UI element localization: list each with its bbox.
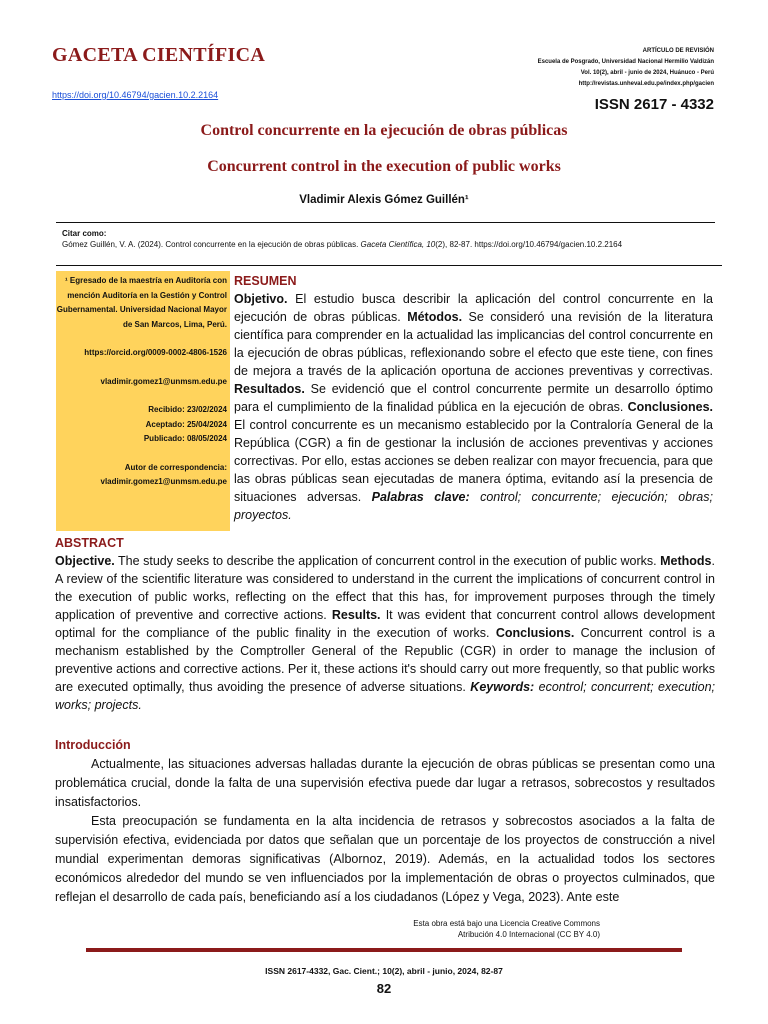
affiliation: ¹ Egresado de la maestría en Auditoría con mención Auditoría en la Gestión y Control Gubernamental. Universidad Nacional Mayor de San Marcos, Lima, Perú. bbox=[56, 276, 227, 329]
license-line-2: Atribución 4.0 Internacional (CC BY 4.0) bbox=[457, 930, 600, 939]
title-spanish: Control concurrente en la ejecución de obras públicas bbox=[200, 122, 568, 139]
corresponding-email[interactable]: vladimir.gomez1@unmsm.edu.pe bbox=[100, 477, 227, 486]
article-meta bbox=[538, 46, 714, 90]
corresponding-label: Autor de correspondencia: bbox=[124, 462, 227, 472]
author-email[interactable]: vladimir.gomez1@unmsm.edu.pe bbox=[100, 376, 227, 386]
introduction-heading: Introducción bbox=[55, 738, 131, 752]
resumen-heading: RESUMEN bbox=[234, 274, 297, 288]
abstract-heading: ABSTRACT bbox=[55, 536, 124, 550]
resumen-section bbox=[234, 272, 713, 524]
volume-info: Vol. 10(2), abril - junio de 2024, Huánuco - Perú bbox=[580, 70, 714, 76]
license-notice bbox=[360, 918, 600, 940]
intro-paragraph-2: Esta preocupación se fundamenta en la alta incidencia de retrasos y sobrecostos asociados a la falta de supervisión efectiva, evidenciada por datos que señalan que un porcentaje de los proyectos de construcción a nivel mundial experimentan demoras significativas (Albornoz, 2019). Además, en la actualidad todos los sectores económicos alrededor del mundo se ven influenciados por la implementación de obras o proyectos culminados, que reflejan el desarrollo de cada país, beneficiando así a los ciudadanos (López y Vega, 2023). Ante este bbox=[55, 814, 715, 904]
journal-name: GACETA CIENTÍFICA bbox=[52, 44, 266, 66]
intro-paragraph-1: Actualmente, las situaciones adversas halladas durante la ejecución de obras públicas se presentan como una problemática crucial, donde la falta de una supervisión efectiva puede dar lugar a retrasos, sobrecostos y resultados insatisfactorios. bbox=[55, 757, 715, 809]
orcid-link[interactable]: https://orcid.org/0009-0002-4806-1526 bbox=[84, 348, 227, 357]
author-name: Vladimir Alexis Gómez Guillén¹ bbox=[299, 194, 469, 206]
footer-bar bbox=[86, 948, 682, 952]
introduction-section bbox=[55, 736, 715, 907]
institution: Escuela de Posgrado, Universidad Nacional Hermilio Valdizán bbox=[537, 59, 714, 65]
doi-link[interactable]: https://doi.org/10.46794/gacien.10.2.2164 bbox=[52, 90, 219, 100]
abstract-section bbox=[55, 534, 715, 714]
issn: ISSN 2617 - 4332 bbox=[594, 96, 714, 113]
divider-top bbox=[56, 222, 715, 223]
author-info-sidebar bbox=[56, 271, 230, 531]
footer-issn: ISSN 2617-4332, Gac. Cient.; 10(2), abril - junio, 2024, 82-87 bbox=[265, 966, 503, 976]
citation-box bbox=[62, 228, 722, 250]
citation-text: Gómez Guillén, V. A. (2024). Control concurrente en la ejecución de obras públicas. Gaceta Científica, 10(2), 82-87. https://doi.org/10.46794/gacien.10.2.2164 bbox=[62, 240, 623, 249]
article-type: ARTÍCULO DE REVISIÓN bbox=[642, 48, 714, 54]
license-line-1: Esta obra está bajo una Licencia Creative Commons bbox=[413, 919, 600, 928]
journal-website[interactable]: http://revistas.unheval.edu.pe/index.php/gacien bbox=[578, 81, 714, 87]
resumen-body: Objetivo. El estudio busca describir la aplicación del control concurrente en la ejecución de obras públicas. Métodos. Se consideró una revisión de la literatura científica para comprender en la actualidad las implicancias del control concurrente en la ejecución de obras públicas, reflexionando sobre el efecto que este tiene, con fines de mejora a través de la aplicación oportuna de acciones preventivas y correctivas. Resultados. Se evidenció que el control concurrente permite un desarrollo óptimo para el cumplimiento de la finalidad pública en la ejecución de obras. Conclusiones. El control concurrente es un mecanismo establecido por la Contraloría General de la República (CGR) a fin de gestionar la inclusión de acciones preventivas y acciones correctivas. Por ello, estas acciones se deben realizar con mayor frecuencia, para que las obras públicas sean ejecutadas de manera óptima, evitando así la presencia de situaciones adversas. Palabras clave: control; concurrente; ejecución; obras; proyectos. bbox=[234, 292, 713, 522]
accepted-date: Aceptado: 25/04/2024 bbox=[145, 419, 227, 429]
divider-bottom bbox=[56, 265, 722, 266]
page-number: 82 bbox=[376, 981, 392, 996]
title-english: Concurrent control in the execution of public works bbox=[207, 158, 561, 175]
abstract-body: Objective. The study seeks to describe the application of concurrent control in the execution of public works. Methods. A review of the scientific literature was considered to understand in the current the implications of concurrent control in the execution of public works, reflecting on the effect that this has, for improvement purposes through the timely application of preventive and corrective actions. Results. It was evident that concurrent control allows development optimal for the compliance of the public finality in the execution of works. Conclusions. Concurrent control is a mechanism established by the Comptroller General of the Republic (CGR) in order to manage the inclusion of preventive actions and corrective actions. Per it, these actions it's should carry out more frequently, so that public works are executed optimally, thus avoiding the presence of adverse situations. Keywords: econtrol; concurrent; execution; works; projects. bbox=[55, 554, 715, 712]
published-date: Publicado: 08/05/2024 bbox=[143, 434, 227, 443]
citation-label: Citar como: bbox=[62, 229, 107, 238]
received-date: Recibido: 23/02/2024 bbox=[148, 405, 227, 414]
